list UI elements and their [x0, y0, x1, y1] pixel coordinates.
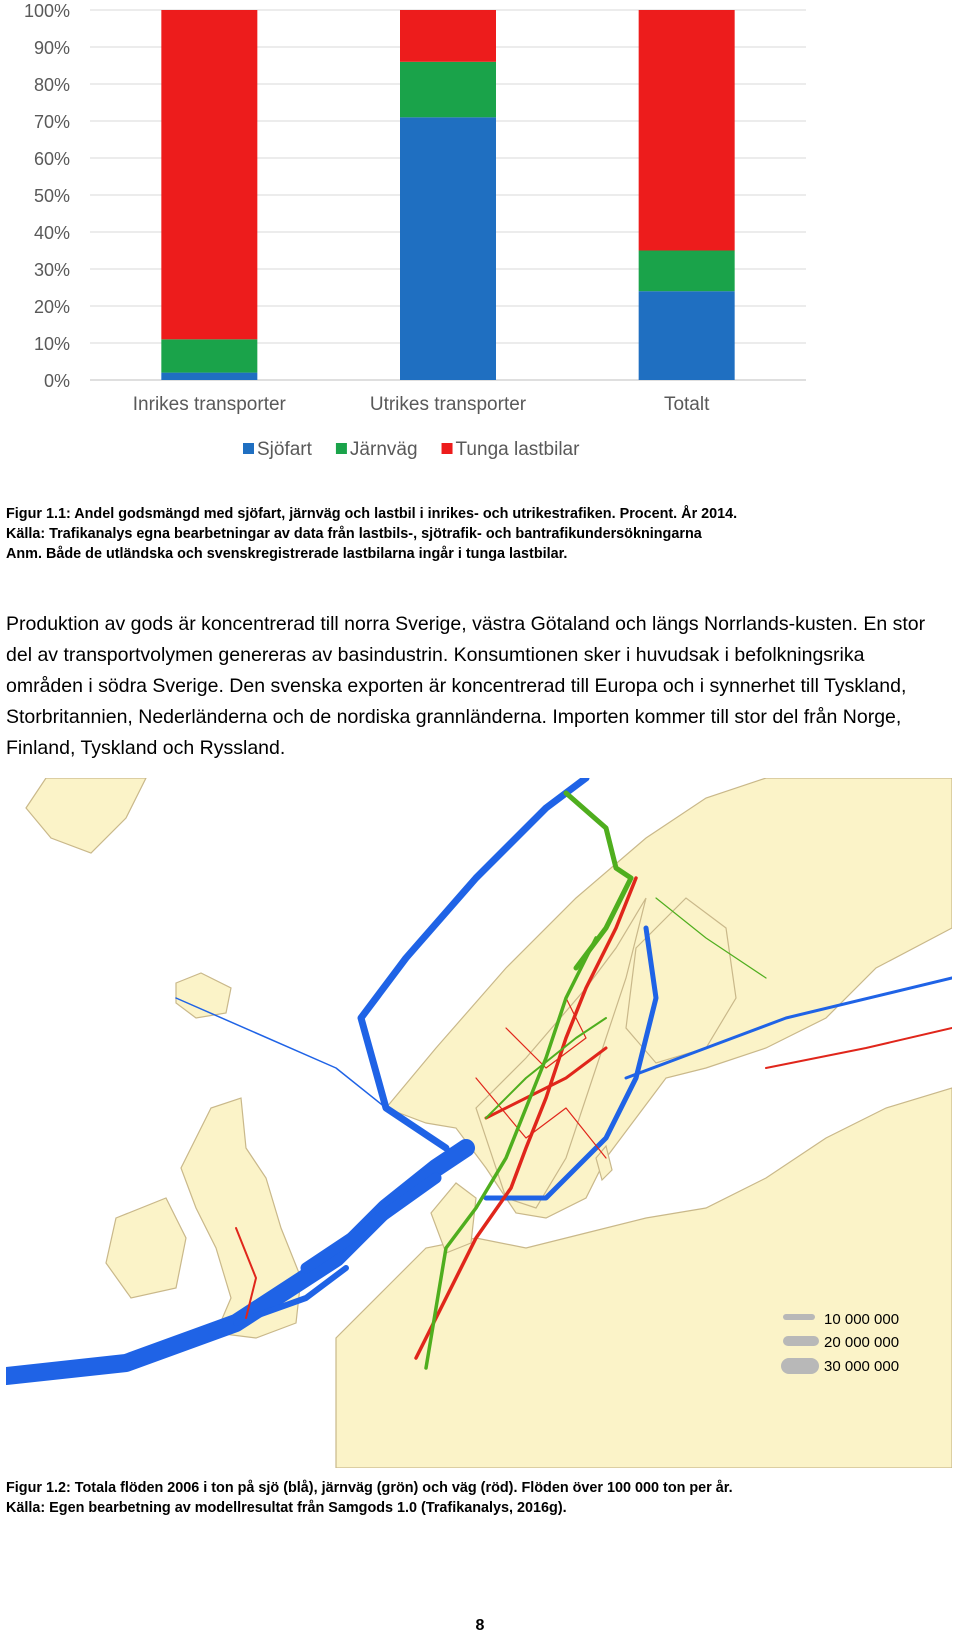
bar-segment-sjöfart — [639, 291, 735, 380]
bar-segment-järnväg — [400, 62, 496, 118]
bar-segment-tunga-lastbilar — [400, 10, 496, 62]
figure-2-caption — [6, 1478, 946, 1518]
bar-stacks — [161, 10, 734, 380]
x-tick-label: Inrikes transporter — [132, 394, 286, 415]
map-legend-bar-20m — [783, 1336, 819, 1346]
y-axis-tick-labels — [24, 1, 70, 391]
bar-segment-järnväg — [639, 251, 735, 292]
y-tick-label: 100% — [23, 1, 70, 21]
x-tick-label: Utrikes transporter — [369, 394, 527, 415]
stacked-bar-chart — [0, 0, 960, 480]
bar-segment-tunga-lastbilar — [639, 10, 735, 251]
x-axis-category-labels — [133, 394, 710, 415]
figure-2-source: Källa: Egen bearbetning av modellresultat från Samgods 1.0 (Trafikanalys, 2016g). — [6, 1500, 567, 1516]
bar-segment-sjöfart — [400, 117, 496, 380]
legend-swatch — [336, 443, 347, 454]
figure-1-source: Källa: Trafikanalys egna bearbetningar av data från lastbils-, sjötrafik- och bantrafikundersökningarna — [6, 526, 702, 542]
figure-1-caption — [6, 504, 946, 564]
map-legend-bar-30m — [781, 1358, 819, 1374]
page-number: 8 — [475, 1617, 485, 1634]
y-tick-label: 50% — [33, 186, 70, 206]
legend-label: Järnväg — [349, 439, 418, 460]
figure-1-title: Figur 1.1: Andel godsmängd med sjöfart, järnväg och lastbil i inrikes- och utrikestrafiken. Procent. År 2014. — [6, 506, 738, 522]
body-paragraph: Produktion av gods är koncentrerad till norra Sverige, västra Götaland och längs Norrlands-kusten. En stor del av transportvolymen genereras av basindustrin. Konsumtionen sker i huvudsak i befolkningsrika områden i södra Sverige. Den svenska exporten är koncentrerad till Europa och i synnerhet till Tyskland, Storbritannien, Nederländerna och de nordiska grannländerna. Importen kommer till stor del från Norge, Finland, Tyskland och Ryssland. — [6, 613, 926, 759]
body-text — [6, 609, 941, 764]
y-tick-label: 40% — [33, 223, 70, 243]
map-legend-label-30m: 30 000 000 — [824, 1358, 900, 1375]
map-legend-bar-10m — [783, 1314, 815, 1320]
legend-label: Sjöfart — [257, 439, 312, 460]
y-tick-label: 10% — [33, 334, 70, 354]
y-tick-label: 0% — [43, 371, 70, 391]
y-tick-label: 60% — [33, 149, 70, 169]
map-legend-label-20m: 20 000 000 — [824, 1334, 900, 1351]
y-tick-label: 70% — [33, 112, 70, 132]
bar-segment-järnväg — [161, 339, 257, 372]
freight-flow-map — [6, 778, 952, 1468]
bar-segment-sjöfart — [161, 373, 257, 380]
bar-segment-tunga-lastbilar — [161, 10, 257, 339]
legend-label: Tunga lastbilar — [455, 439, 580, 460]
y-tick-label: 30% — [33, 260, 70, 280]
figure-2-title: Figur 1.2: Totala flöden 2006 i ton på sjö (blå), järnväg (grön) och väg (röd). Flöden över 100 000 ton per år. — [6, 1480, 733, 1496]
y-tick-label: 20% — [33, 297, 70, 317]
figure-1-note: Anm. Både de utländska och svenskregistrerade lastbilarna ingår i tunga lastbilar. — [6, 546, 568, 562]
legend-swatch — [243, 443, 254, 454]
y-tick-label: 90% — [33, 38, 70, 58]
y-tick-label: 80% — [33, 75, 70, 95]
legend-swatch — [442, 443, 453, 454]
x-tick-label: Totalt — [663, 394, 710, 415]
map-legend-label-10m: 10 000 000 — [824, 1311, 900, 1328]
chart-legend — [243, 439, 580, 460]
